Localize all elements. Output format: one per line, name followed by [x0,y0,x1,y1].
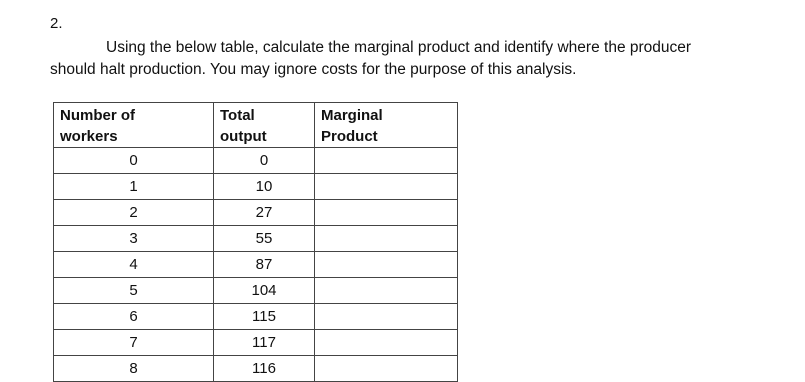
header-total-output: Total output [214,103,315,148]
table-row [54,252,458,278]
cell-marginal-product[interactable] [315,330,458,356]
table-row [54,174,458,200]
table-row [54,356,458,382]
cell-workers: 5 [54,278,214,304]
cell-workers: 4 [54,252,214,278]
prompt-line-1: Using the below table, calculate the marginal product and identify where the producer [106,39,692,56]
cell-total-output: 117 [214,330,315,356]
cell-marginal-product[interactable] [315,174,458,200]
cell-marginal-product[interactable] [315,252,458,278]
table-row [54,200,458,226]
question-number: 2. [50,15,63,32]
cell-total-output: 55 [214,226,315,252]
header-number-of-workers: Number of workers [54,103,214,148]
header-marginal-product: Marginal Product [315,103,458,148]
cell-marginal-product[interactable] [315,226,458,252]
table-row [54,330,458,356]
cell-marginal-product[interactable] [315,278,458,304]
cell-marginal-product[interactable] [315,200,458,226]
cell-total-output: 27 [214,200,315,226]
cell-marginal-product[interactable] [315,356,458,382]
cell-workers: 2 [54,200,214,226]
cell-marginal-product[interactable] [315,148,458,174]
prompt-line-2: should halt production. You may ignore costs for the purpose of this analysis. [50,61,577,78]
cell-total-output: 0 [214,148,315,174]
table-row [54,148,458,174]
cell-total-output: 104 [214,278,315,304]
table-row [54,278,458,304]
cell-workers: 0 [54,148,214,174]
cell-total-output: 115 [214,304,315,330]
cell-marginal-product[interactable] [315,304,458,330]
cell-workers: 8 [54,356,214,382]
question-prompt [50,37,770,81]
cell-total-output: 87 [214,252,315,278]
cell-workers: 1 [54,174,214,200]
cell-total-output: 10 [214,174,315,200]
cell-workers: 3 [54,226,214,252]
cell-total-output: 116 [214,356,315,382]
cell-workers: 6 [54,304,214,330]
cell-workers: 7 [54,330,214,356]
table-row [54,226,458,252]
table-body [54,148,458,382]
table-header-row [54,103,458,148]
table-row [54,304,458,330]
production-table [53,102,458,382]
